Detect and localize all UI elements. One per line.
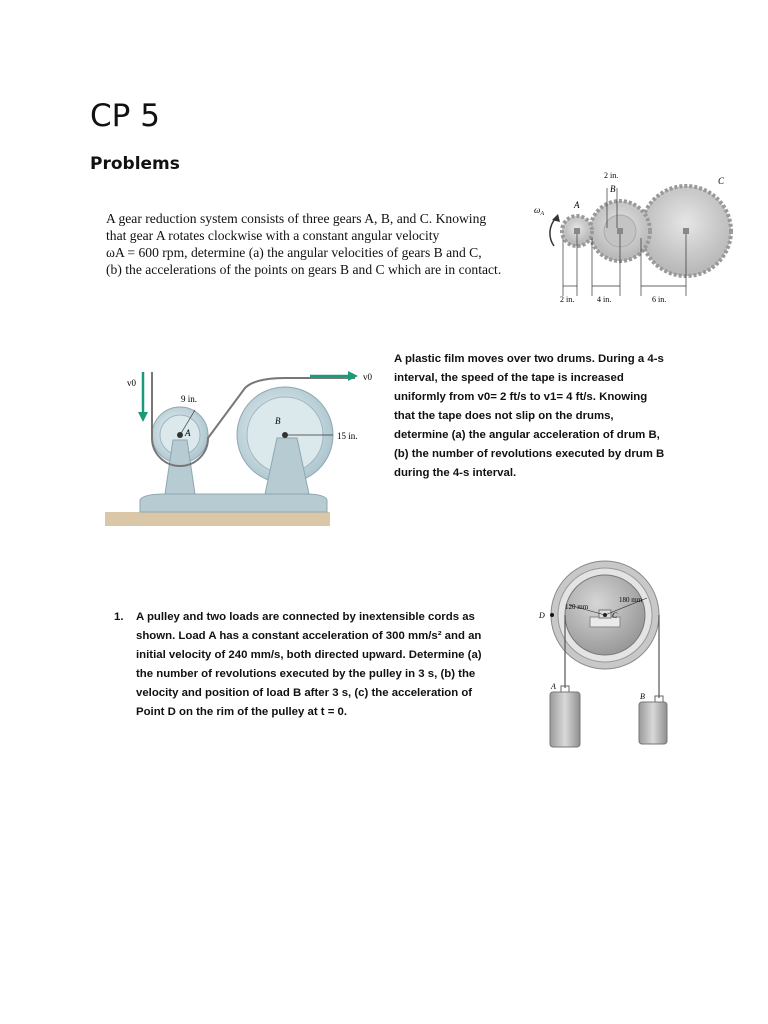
text-line: Point D on the rim of the pulley at t = 0. — [136, 706, 348, 718]
text-line: ωA = 600 rpm, determine (a) the angular velocities of gears B and C, — [106, 245, 482, 260]
dim-180mm: 180 mm — [619, 596, 643, 604]
drums-figure — [105, 360, 375, 530]
label-drum-b: B — [275, 416, 281, 426]
text-line: the number of revolutions executed by the pulley in 3 s, (b) the — [136, 668, 476, 680]
label-c: C — [612, 611, 618, 620]
text-line: that gear A rotates clockwise with a constant angular velocity — [106, 228, 440, 243]
section-heading: Problems — [90, 154, 180, 174]
text-line: A plastic film moves over two drums. During a 4-s — [394, 353, 664, 365]
label-a: A — [551, 682, 556, 691]
omega-label: $\omega_A$ — [534, 205, 545, 217]
problem-3-text — [114, 608, 514, 722]
pulley-figure — [535, 560, 710, 755]
text-line: (b) the accelerations of the points on gears B and C which are in contact. — [106, 262, 502, 277]
text-line: shown. Load A has a constant acceleration of 300 mm/s² and an — [136, 630, 482, 642]
text-line: (b) the number of revolutions executed by drum B — [394, 448, 665, 460]
text-line: A pulley and two loads are connected by inextensible cords as — [136, 611, 475, 623]
dim-15in: 15 in. — [337, 431, 358, 441]
problem-2-text — [394, 350, 684, 483]
problem-1-text — [106, 210, 516, 278]
text-line: that the tape does not slip on the drums, — [394, 410, 614, 422]
dim-2: 4 in. — [597, 295, 612, 304]
dim-top: 2 in. — [604, 171, 619, 180]
label-c: C — [718, 176, 725, 186]
label-d: D — [539, 611, 545, 620]
point-d — [550, 613, 554, 617]
text-line: determine (a) the angular acceleration of drum B, — [394, 429, 660, 441]
rotation-arrow — [550, 218, 556, 246]
dim-1: 2 in. — [560, 295, 575, 304]
label-v0-right: v0 — [363, 372, 372, 382]
text-line: during the 4-s interval. — [394, 467, 517, 479]
dim-120mm: 120 mm — [565, 603, 589, 611]
text-line: uniformly from v0= 2 ft/s to v1= 4 ft/s. Knowing — [394, 391, 648, 403]
load-b — [639, 702, 667, 744]
label-drum-a: A — [185, 428, 191, 438]
dim-9in: 9 in. — [181, 394, 198, 404]
text-line: A gear reduction system consists of three gears A, B, and C. Knowing — [106, 211, 487, 226]
label-b: B — [610, 184, 616, 194]
text-line: interval, the speed of the tape is increased — [394, 372, 624, 384]
label-v0-left: v0 — [127, 378, 136, 388]
gear-system-figure — [530, 168, 745, 313]
text-line: velocity and position of load B after 3 s, (c) the acceleration of — [136, 687, 473, 699]
label-b: B — [640, 692, 645, 701]
list-number: 1. — [114, 611, 124, 623]
text-line: initial velocity of 240 mm/s, both directed upward. Determine (a) — [136, 649, 482, 661]
ground — [105, 512, 330, 526]
label-a: A — [574, 200, 580, 210]
dim-3: 6 in. — [652, 295, 667, 304]
page-title: CP 5 — [90, 98, 160, 134]
base — [140, 494, 327, 512]
load-a — [550, 692, 580, 747]
